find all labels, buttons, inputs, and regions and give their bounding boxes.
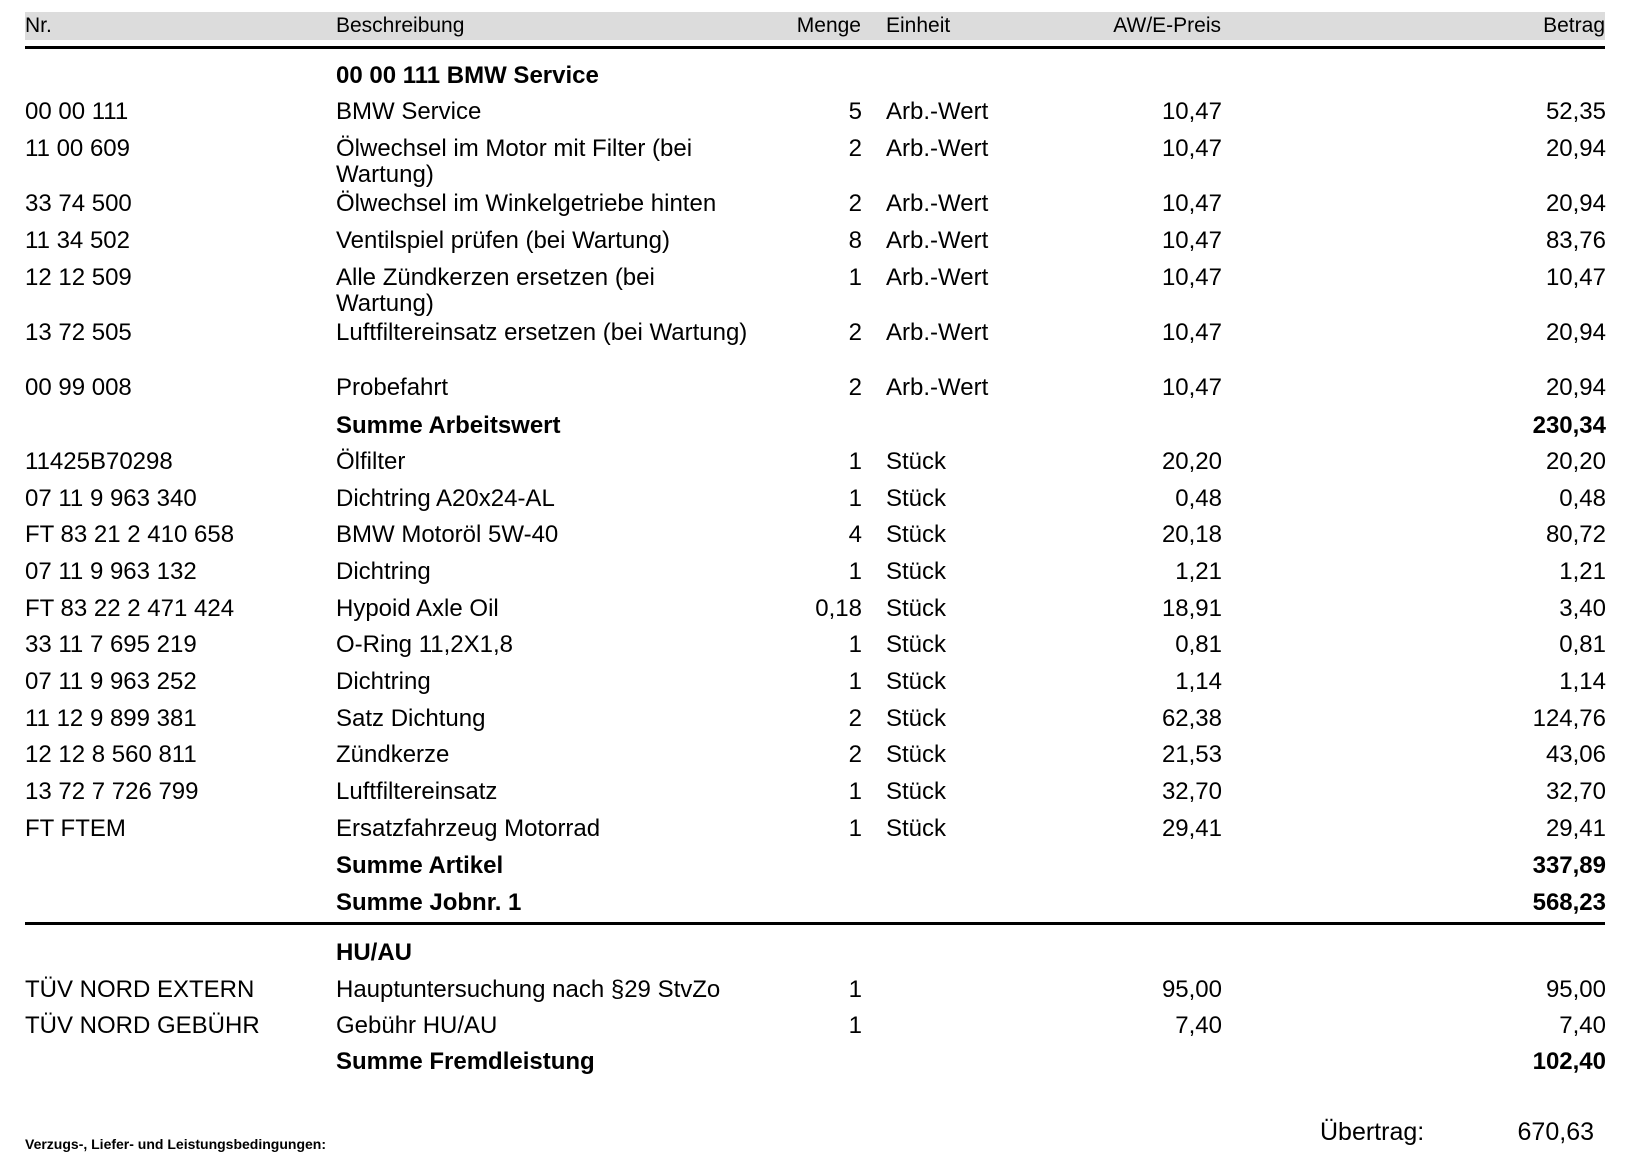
cell-einheit: Stück (886, 815, 947, 842)
cell-preis: 20,20 (1161, 448, 1222, 475)
cell-beschreibung: Alle Zündkerzen ersetzen (bei Wartung) (336, 264, 655, 317)
cell-preis: 62,38 (1161, 705, 1222, 732)
header-beschreibung: Beschreibung (336, 14, 465, 37)
sum-value: 568,23 (1532, 889, 1606, 916)
cell-menge: 1 (848, 485, 862, 512)
cell-einheit: Stück (886, 668, 947, 695)
cell-preis: 0,81 (1175, 631, 1222, 658)
section-title-text: 00 00 111 BMW Service (336, 62, 599, 89)
cell-beschreibung: Luftfiltereinsatz ersetzen (bei Wartung) (336, 319, 748, 346)
cell-nr: 33 11 7 695 219 (25, 631, 197, 658)
cell-preis: 29,41 (1161, 815, 1222, 842)
cell-preis: 1,21 (1175, 558, 1222, 585)
cell-einheit: Stück (886, 448, 947, 475)
sum-value: 102,40 (1532, 1048, 1606, 1075)
sum-label: Summe Jobnr. 1 (336, 889, 522, 916)
cell-menge: 2 (848, 135, 862, 162)
cell-betrag: 1,21 (1559, 558, 1606, 585)
cell-beschreibung: Ersatzfahrzeug Motorrad (336, 815, 601, 842)
cell-nr: 13 72 505 (25, 319, 132, 346)
cell-menge: 2 (848, 319, 862, 346)
cell-menge: 5 (848, 98, 862, 125)
cell-preis: 21,53 (1161, 741, 1222, 768)
cell-nr: 00 00 111 (25, 98, 129, 125)
cell-einheit: Stück (886, 741, 947, 768)
cell-nr: 12 12 8 560 811 (25, 741, 197, 768)
sum-value: 230,34 (1532, 412, 1606, 439)
cell-preis: 10,47 (1161, 264, 1222, 291)
cell-beschreibung: Probefahrt (336, 374, 449, 401)
cell-nr: 33 74 500 (25, 190, 132, 217)
header-menge: Menge (796, 14, 861, 37)
cell-beschreibung: Ölwechsel im Winkelgetriebe hinten (336, 190, 717, 217)
cell-betrag: 124,76 (1532, 705, 1606, 732)
sum-label: Summe Arbeitswert (336, 412, 561, 439)
cell-menge: 1 (848, 264, 862, 291)
cell-menge: 1 (848, 448, 862, 475)
cell-preis: 1,14 (1175, 668, 1222, 695)
header-preis: AW/E-Preis (1113, 14, 1221, 37)
cell-betrag: 3,40 (1559, 595, 1606, 622)
cell-einheit: Stück (886, 631, 947, 658)
cell-betrag: 7,40 (1559, 1012, 1606, 1039)
cell-betrag: 20,20 (1545, 448, 1606, 475)
header-nr: Nr. (25, 14, 52, 37)
cell-preis: 10,47 (1161, 374, 1222, 401)
cell-preis: 10,47 (1161, 135, 1222, 162)
cell-betrag: 20,94 (1545, 374, 1606, 401)
cell-menge: 1 (848, 631, 862, 658)
cell-menge: 2 (848, 190, 862, 217)
cell-beschreibung: Dichtring (336, 668, 431, 695)
cell-menge: 1 (848, 558, 862, 585)
cell-betrag: 32,70 (1545, 778, 1606, 805)
cell-nr: 00 99 008 (25, 374, 132, 401)
cell-nr: 11 00 609 (25, 135, 130, 162)
cell-nr: 07 11 9 963 340 (25, 485, 197, 512)
cell-preis: 7,40 (1175, 1012, 1222, 1039)
cell-preis: 10,47 (1161, 190, 1222, 217)
cell-beschreibung: Satz Dichtung (336, 705, 486, 732)
cell-einheit: Stück (886, 705, 947, 732)
cell-betrag: 80,72 (1545, 521, 1606, 548)
cell-einheit: Stück (886, 558, 947, 585)
cell-einheit: Arb.-Wert (886, 190, 989, 217)
cell-beschreibung: Ventilspiel prüfen (bei Wartung) (336, 227, 670, 254)
cell-einheit: Arb.-Wert (886, 227, 989, 254)
cell-einheit: Arb.-Wert (886, 374, 989, 401)
cell-preis: 0,48 (1175, 485, 1222, 512)
cell-betrag: 52,35 (1545, 98, 1606, 125)
cell-nr: TÜV NORD EXTERN (25, 976, 255, 1003)
cell-nr: FT 83 21 2 410 658 (25, 521, 235, 548)
header-einheit: Einheit (886, 14, 951, 37)
cell-beschreibung: O-Ring 11,2X1,8 (336, 631, 513, 658)
cell-beschreibung: BMW Service (336, 98, 482, 125)
cell-betrag: 10,47 (1545, 264, 1606, 291)
cell-menge: 2 (848, 705, 862, 732)
cell-beschreibung: Luftfiltereinsatz (336, 778, 498, 805)
cell-einheit: Stück (886, 485, 947, 512)
cell-betrag: 83,76 (1545, 227, 1606, 254)
cell-beschreibung: Dichtring A20x24-AL (336, 485, 555, 512)
cell-beschreibung: Hauptuntersuchung nach §29 StvZo (336, 976, 721, 1003)
uebertrag-label: Übertrag: (1320, 1118, 1425, 1146)
cell-beschreibung: Dichtring (336, 558, 431, 585)
header-rule (25, 46, 1605, 49)
cell-nr: 13 72 7 726 799 (25, 778, 199, 805)
cell-betrag: 95,00 (1545, 976, 1606, 1003)
cell-betrag: 20,94 (1545, 319, 1606, 346)
cell-nr: 07 11 9 963 252 (25, 668, 197, 695)
cell-preis: 10,47 (1161, 227, 1222, 254)
cell-einheit: Arb.-Wert (886, 319, 989, 346)
cell-einheit: Arb.-Wert (886, 264, 989, 291)
cell-preis: 95,00 (1161, 976, 1222, 1003)
section-title-text: HU/AU (336, 939, 412, 966)
cell-menge: 1 (848, 668, 862, 695)
cell-beschreibung: Hypoid Axle Oil (336, 595, 499, 622)
cell-einheit: Stück (886, 521, 947, 548)
cell-nr: 11425B70298 (25, 448, 173, 475)
cell-einheit: Arb.-Wert (886, 135, 989, 162)
cell-menge: 1 (848, 1012, 862, 1039)
cell-nr: 11 12 9 899 381 (25, 705, 197, 732)
cell-betrag: 20,94 (1545, 135, 1606, 162)
header-betrag: Betrag (1543, 14, 1605, 37)
cell-preis: 10,47 (1161, 98, 1222, 125)
cell-betrag: 20,94 (1545, 190, 1606, 217)
cell-betrag: 1,14 (1559, 668, 1606, 695)
conditions-text: Verzugs-, Liefer- und Leistungsbedingungen: (25, 1136, 327, 1152)
cell-beschreibung: Gebühr HU/AU (336, 1012, 498, 1039)
cell-menge: 1 (848, 778, 862, 805)
cell-preis: 20,18 (1161, 521, 1222, 548)
cell-menge: 1 (848, 815, 862, 842)
cell-nr: TÜV NORD GEBÜHR (25, 1012, 260, 1039)
section-rule (25, 922, 1605, 925)
cell-menge: 4 (848, 521, 862, 548)
cell-menge: 0,18 (815, 595, 862, 622)
uebertrag-value: 670,63 (1517, 1118, 1594, 1146)
cell-betrag: 43,06 (1545, 741, 1606, 768)
cell-betrag: 29,41 (1545, 815, 1606, 842)
cell-beschreibung: Ölfilter (336, 448, 406, 475)
cell-betrag: 0,81 (1559, 631, 1606, 658)
cell-preis: 10,47 (1161, 319, 1222, 346)
cell-preis: 18,91 (1161, 595, 1222, 622)
cell-beschreibung: Ölwechsel im Motor mit Filter (bei Wartung) (336, 135, 693, 188)
cell-beschreibung: BMW Motoröl 5W-40 (336, 521, 559, 548)
sum-label: Summe Artikel (336, 852, 504, 879)
cell-nr: FT FTEM (25, 815, 126, 842)
cell-preis: 32,70 (1161, 778, 1222, 805)
cell-nr: 07 11 9 963 132 (25, 558, 197, 585)
cell-menge: 2 (848, 374, 862, 401)
cell-einheit: Stück (886, 778, 947, 805)
cell-nr: 11 34 502 (25, 227, 130, 254)
sum-label: Summe Fremdleistung (336, 1048, 595, 1075)
table-header (25, 12, 1605, 40)
cell-menge: 2 (848, 741, 862, 768)
sum-value: 337,89 (1532, 852, 1606, 879)
cell-nr: 12 12 509 (25, 264, 132, 291)
cell-menge: 8 (848, 227, 862, 254)
cell-einheit: Arb.-Wert (886, 98, 989, 125)
cell-menge: 1 (848, 976, 862, 1003)
cell-nr: FT 83 22 2 471 424 (25, 595, 235, 622)
cell-einheit: Stück (886, 595, 947, 622)
cell-betrag: 0,48 (1559, 485, 1606, 512)
cell-beschreibung: Zündkerze (336, 741, 450, 768)
